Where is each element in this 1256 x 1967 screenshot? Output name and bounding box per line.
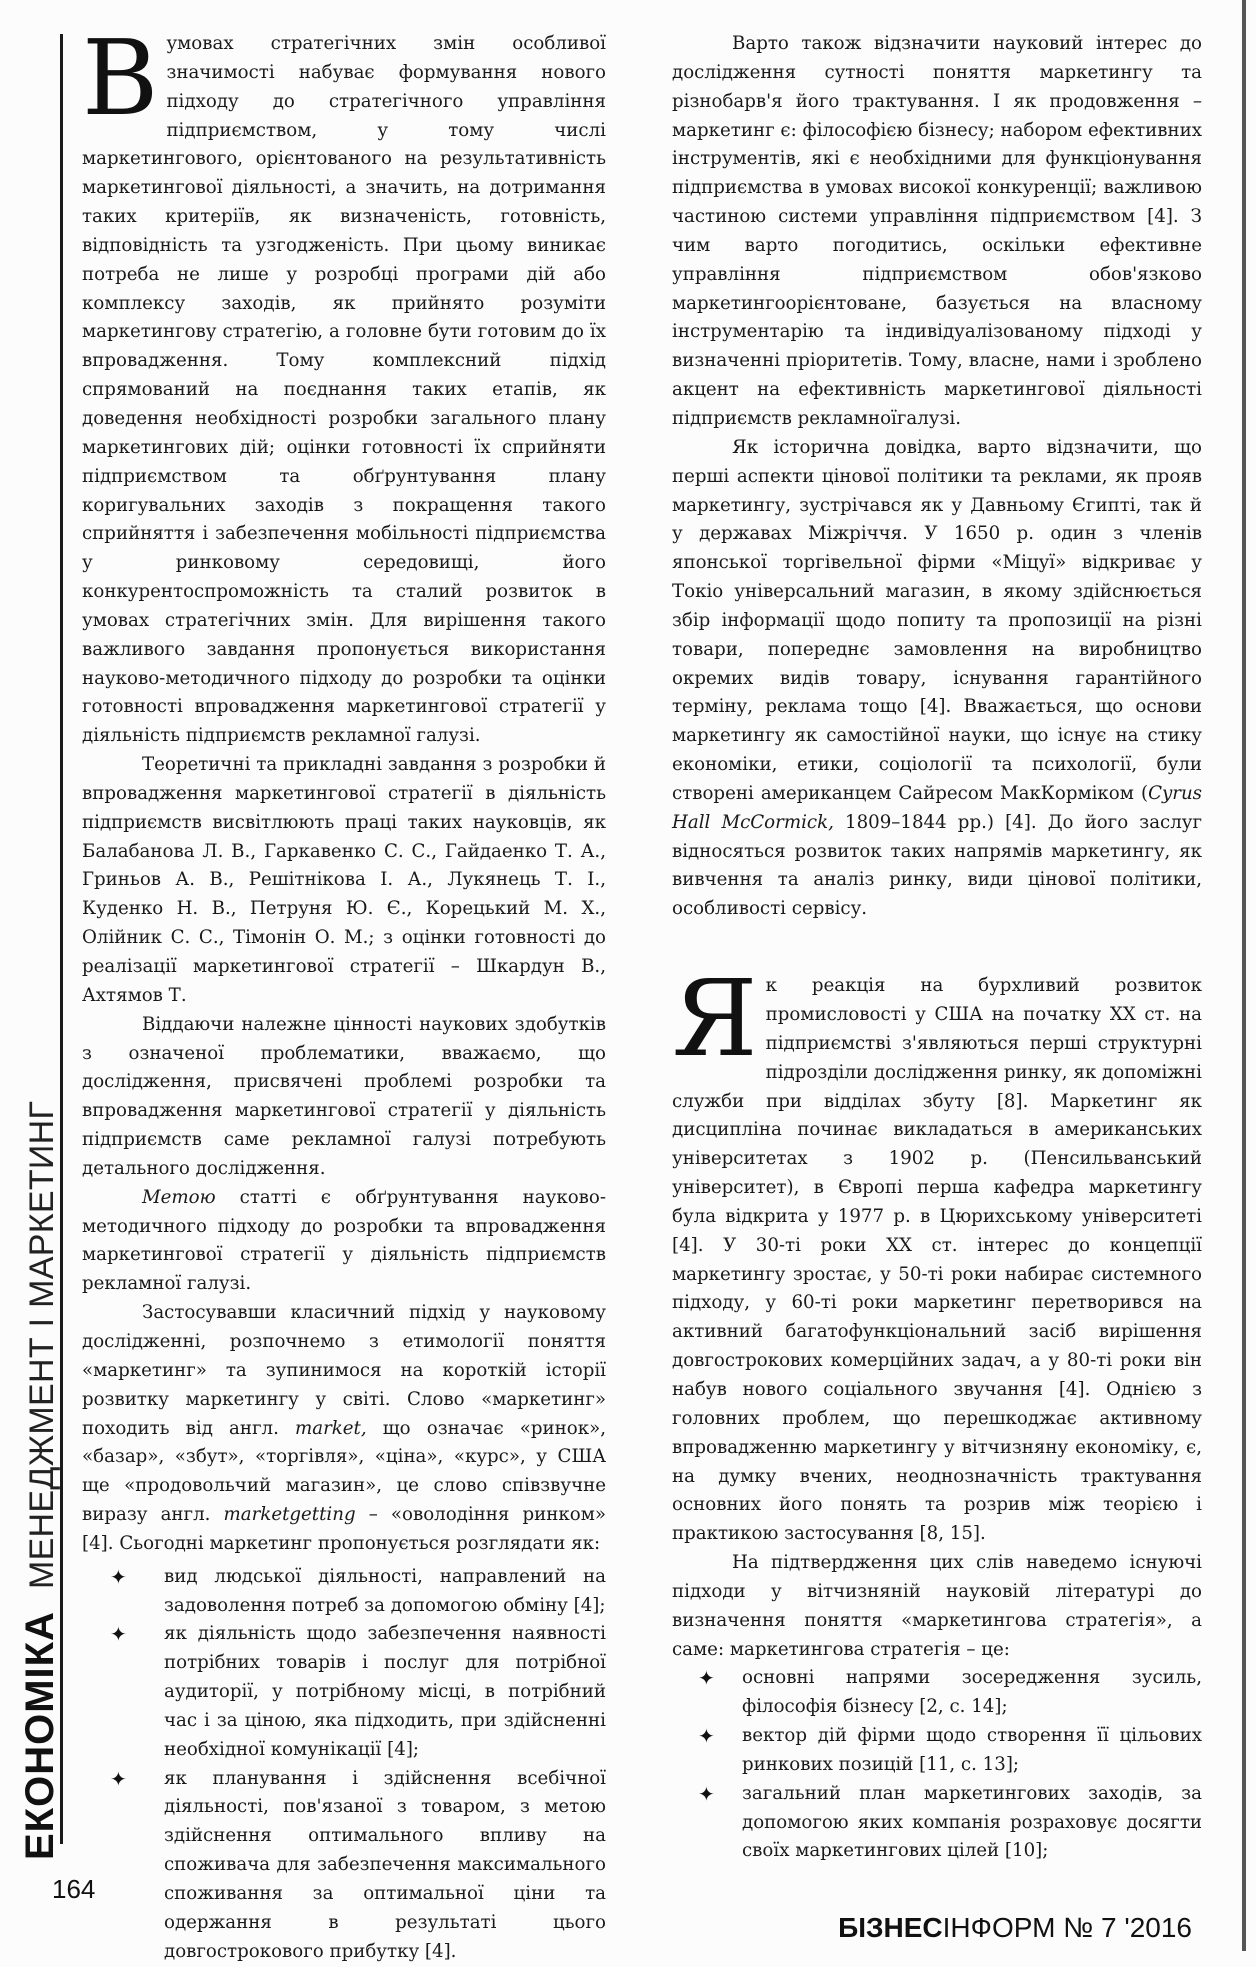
history-text-2: 1809–1844 рр.) [4]. До його заслуг відносяться розвиток таких напрямів маркетингу, як вивчення та аналіз ринку, види цінової політики, особливості сервісу. xyxy=(672,811,1203,920)
etymology-text-3: – «оволодіння ринком» [4]. Сьогодні маркетинг пропонується розглядати як: xyxy=(82,1504,606,1554)
goal-paragraph xyxy=(82,1184,606,1299)
reaction-text: к реакція на бурхливий розвиток промисловості у США на початку XX ст. на підприємстві з'являються перші структурні підрозділи дослідження ринку, як допоміжні служби при відділах збуту [8]. Маркетинг як дисципліна починає викладаться в американських університетах з 1902 р. (Пенсильванський університет), в Європі перша кафедра маркетингу була відкрита у 1977 р. в Цюрихському університеті [4]. У 30-ті роки XX ст. інтерес до концепції маркетингу зростає, у 50-ті роки набирає системного підходу, у 60-ті роки маркетинг перетворився на активний багатофункціональний засіб вирішення довгострокових комерційних задач, а у 80-ті роки він набув нового соціального звучання [4]. Однією з головних проблем, що перешкоджає активному впровадженню маркетингу у вітчизняну економіку, є, на думку вчених, неоднозначність трактування основних його понять та розрив між теорією і практикою застосування [8, 15]. xyxy=(672,975,1202,1545)
section-label-bold: ЕКОНОМІКА xyxy=(18,1611,62,1860)
list-item-text: як планування і здійснення всебічної діяльності, пов'язаної з товаром, з метою здійснення оптимального впливу на споживача для забезпечення максимального споживання за оптимальної ціни та одержання в результаті цього довгострокового прибутку [4]. xyxy=(164,1767,606,1962)
journal-title xyxy=(838,1912,1192,1944)
reaction-paragraph xyxy=(672,957,1202,1549)
goal-text: статті є обґрунтування науково-методичного підходу до розробки та впровадження маркетингової стратегії у діяльність підприємств рекламної галузі. xyxy=(82,1186,606,1295)
history-paragraph xyxy=(672,434,1202,924)
star-bullet-icon: ✦ xyxy=(698,1666,715,1691)
list-item-text: основні напрями зосередження зусиль, філософія бізнесу [2, с. 14]; xyxy=(742,1667,1202,1718)
list-item xyxy=(672,1780,1202,1867)
list-item-text: як діяльність щодо забезпечення наявності потрібних товарів і послуг для потрібної аудиторії, у потрібному місці, в потрібний час і за ціною, яка підходить, при здійсненні необхідної комунікації [4]; xyxy=(164,1623,606,1760)
drop-cap: В xyxy=(82,17,159,139)
list-item xyxy=(672,1722,1202,1780)
list-item-text: вид людської діяльності, направлений на задоволення потреб за допомогою обміну [4]; xyxy=(164,1565,606,1616)
star-bullet-icon: ✦ xyxy=(698,1724,715,1749)
intro-text: умовах стратегічних змін особливої значимості набуває формування нового підходу до стратегічного управління підприємством, у тому числі маркетингового, орієнтованого на результативність маркетингової діяльності, а значить, на дотримання таких критеріїв, як визначеність, готовність, відповідність та узгодженість. При цьому виникає потреба не лише у розробці програми дій або комплексу заходів, як прийнято розуміти маркетингову стратегію, а головне бути готовим до їх впровадження. Тому комплексний підхід спрямований на поєднання таких етапів, як доведення необхідності розробки загального плану маркетингових дій; оцінки готовності їх сприйняти підприємством та обґрунтування плану коригувальних заходів з покращення такого сприйняття і забезпечення мобільності підприємства у ринковому середовищі, його конкурентоспроможність та сталий розвиток в умовах стратегічних змін. Для вирішення такого важливого завдання пропонується використання науково-методичного підходу до розробки та оцінки готовності впровадження маркетингової стратегії у діяльність підприємств рекламної галузі. xyxy=(82,33,606,747)
drop-cap: Я xyxy=(672,957,758,1081)
marketing-definitions-list xyxy=(82,1563,606,1967)
journal-title-light: ІНФОРМ № 7 '2016 xyxy=(942,1912,1192,1943)
scan-edge xyxy=(1242,0,1246,1951)
left-column xyxy=(82,17,606,1967)
section-label-light: МЕНЕДЖМЕНТ І МАРКЕТИНГ xyxy=(23,1100,61,1590)
etymology-paragraph xyxy=(82,1299,606,1559)
etymology-text-1: Застосувавши класичний підхід у науковому дослідженні, розпочнемо з етимології поняття «маркетинг» та зупинимося на короткій історії розвитку маркетингу у світі. Слово «маркетинг» походить від англ. xyxy=(82,1302,606,1439)
etymology-italic-1: market, xyxy=(294,1417,367,1439)
history-italic: Cyrus Hall McCormick, xyxy=(672,782,1202,833)
star-bullet-icon: ✦ xyxy=(698,1781,715,1806)
confirm-paragraph: На підтвердження цих слів наведемо існуючі підходи у вітчизняній науковій літературі до визначення поняття «маркетингова стратегія», а саме: маркетингова стратегія – це: xyxy=(672,1552,1202,1660)
values-paragraph: Віддаючи належне цінності наукових здобутків з означеної проблематики, вважаємо, що дослідження, присвячені проблемі розробки та впровадження маркетингової стратегії у діяльність підприємств саме рекламної галузі потребують детального дослідження. xyxy=(82,1013,606,1179)
right-column xyxy=(672,30,1202,1866)
journal-title-bold: БІЗНЕС xyxy=(838,1912,943,1943)
theory-paragraph: Теоретичні та прикладні завдання з розробки й впровадження маркетингової стратегії в діяльність підприємств висвітлюють праці таких науковців, як Балабанова Л. В., Гаркавенко С. С., Гайдаенко Т. А., Гриньов А. В., Решітнікова І. А., Лукянець Т. І., Куденко Н. В., Петруня Ю. Є., Корецький М. Х., Олійник С. С., Тімонін О. М.; з оцінки готовності до реалізації маркетингової стратегії – Шкардун В., Ахтямов Т. xyxy=(82,754,606,1006)
intro-paragraph xyxy=(82,17,606,751)
list-item xyxy=(672,1664,1202,1722)
section-label xyxy=(18,1101,63,1860)
list-item xyxy=(82,1563,606,1621)
list-item xyxy=(82,1765,606,1967)
interest-paragraph: Варто також відзначити науковий інтерес до дослідження сутності поняття маркетингу та різнобарв'я його трактування. І як продовження – маркетинг є: філософією бізнесу; набором ефективних інструментів, які є необхідними для функціонування підприємства в умовах високої конкуренції; важливою частиною системи управління підприємством [4]. З чим варто погодитись, оскільки ефективне управління підприємством обов'язково маркетингоорієнтоване, базується на власному інструментарію та індивідуалізованому підході у визначенні пріоритетів. Тому, власне, нами і зроблено акцент на ефективність маркетингової діяльності підприємств рекламноїгалузі. xyxy=(672,33,1202,429)
star-bullet-icon: ✦ xyxy=(110,1766,127,1791)
list-item-text: загальний план маркетингових заходів, за допомогою яких компанія розраховує досягти своїх маркетингових цілей [10]; xyxy=(742,1782,1202,1862)
etymology-italic-2: marketgetting xyxy=(223,1504,356,1526)
strategy-definitions-list xyxy=(672,1664,1202,1866)
etymology-text-2: що означає «ринок», «базар», «збут», «торгівля», «ціна», «курс», у США ще «продовольчий магазин», це слово співзвучне виразу англ. xyxy=(82,1417,606,1526)
page-number: 164 xyxy=(52,1874,96,1904)
goal-italic: Метою xyxy=(142,1186,216,1208)
history-text-1: Як історична довідка, варто відзначити, що перші аспекти цінової політики та реклами, як прояв маркетингу, зустрічався як у Давньому Єгипті, так й у державах Міжріччя. У 1650 р. один з членів японської торгівельної фірми «Міцуї» відкриває у Токіо універсальний магазин, в якому здійснюється збір інформації щодо попиту та пропозиції на різні товари, попереднє замовлення на виробництво окремих видів товару, існування гарантійного терміну, реклама тощо [4]. Вважається, що основи маркетингу як самостійної науки, що існує на стику економіки, етики, соціології та психології, були створені американцем Сайресом МакКорміком ( xyxy=(672,436,1202,804)
star-bullet-icon: ✦ xyxy=(110,1564,127,1589)
list-item xyxy=(82,1620,606,1764)
list-item-text: вектор дій фірми щодо створення її цільових ринкових позицій [11, с. 13]; xyxy=(742,1725,1202,1775)
star-bullet-icon: ✦ xyxy=(110,1622,127,1647)
